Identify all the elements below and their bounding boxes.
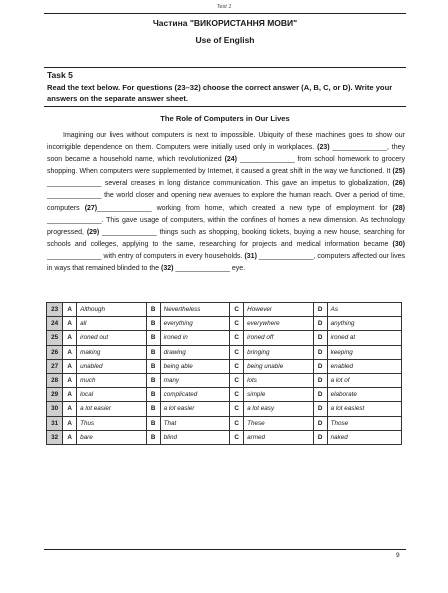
option-letter: A	[63, 331, 77, 345]
option-text: ironed out	[77, 331, 147, 345]
option-text: a lot easy	[244, 402, 314, 416]
option-text: As	[327, 303, 401, 317]
header-divider	[44, 13, 406, 14]
option-text: These	[244, 416, 314, 430]
option-text: being unable	[244, 359, 314, 373]
option-letter: D	[313, 331, 327, 345]
option-text: bare	[77, 430, 147, 444]
option-text: much	[77, 373, 147, 387]
option-text: However	[244, 303, 314, 317]
gap-blank: ______________	[47, 216, 102, 224]
option-text: enabled	[327, 359, 401, 373]
option-text: complicated	[160, 388, 230, 402]
option-text: ironed at	[327, 331, 401, 345]
option-text: simple	[244, 388, 314, 402]
gap-blank: ______________	[47, 252, 102, 260]
option-text: ironed in	[160, 331, 230, 345]
options-table	[46, 302, 402, 445]
option-row	[47, 373, 402, 387]
passage-sentence: things such as shopping, booking tickets, buying a new house, searching for schools and colleges, applying to the same, researching for projects and medical information became	[47, 228, 406, 248]
option-letter: A	[63, 373, 77, 387]
option-letter: C	[230, 416, 244, 430]
gap-blank: ______________	[239, 156, 295, 164]
option-letter: A	[63, 430, 77, 444]
option-letter: C	[230, 303, 244, 317]
option-row	[47, 388, 402, 402]
option-letter: B	[146, 416, 160, 430]
question-number: 25	[47, 331, 63, 345]
option-text: unabled	[77, 359, 147, 373]
option-text: being able	[160, 359, 230, 373]
option-text: a lot easiest	[327, 402, 401, 416]
option-text: everywhere	[244, 317, 314, 331]
gap-number: (30)	[392, 240, 405, 248]
option-text: Although	[77, 303, 147, 317]
page-number: 9	[396, 552, 400, 559]
option-text: ironed off	[244, 331, 314, 345]
passage-sentence: , computers affected our lives in ways that remained blinded to the	[47, 252, 405, 273]
option-letter: C	[230, 388, 244, 402]
option-row	[47, 331, 402, 345]
gap-blank: ______________	[102, 228, 157, 236]
option-text: anything	[327, 317, 401, 331]
passage-sentence: with entry of computers in every households.	[103, 252, 243, 260]
option-letter: A	[63, 303, 77, 317]
gap-number: (26)	[392, 180, 405, 188]
option-text: Nevertheless	[160, 303, 230, 317]
option-letter: A	[63, 317, 77, 331]
option-text: elaborate	[327, 388, 401, 402]
option-text: many	[160, 373, 230, 387]
task-instructions: Read the text below. For questions (23–32) choose the correct answer (A, B, C, or D). Write your answers on the separate answer sheet.	[47, 83, 393, 103]
options-table-wrap	[46, 302, 402, 445]
option-letter: B	[146, 331, 160, 345]
task-label: Task 5	[47, 70, 73, 80]
option-text: armed	[244, 430, 314, 444]
option-letter: B	[146, 388, 160, 402]
option-row	[47, 359, 402, 373]
option-letter: B	[146, 317, 160, 331]
gap-number: (23)	[317, 144, 330, 152]
option-row	[47, 402, 402, 416]
option-letter: D	[313, 416, 327, 430]
option-text: making	[77, 345, 147, 359]
option-letter: D	[313, 317, 327, 331]
option-row	[47, 345, 402, 359]
gap-blank: ______________	[175, 265, 230, 273]
option-text: everything	[160, 317, 230, 331]
question-number: 27	[47, 359, 63, 373]
option-row	[47, 416, 402, 430]
option-letter: C	[230, 345, 244, 359]
option-letter: A	[63, 345, 77, 359]
option-letter: D	[313, 388, 327, 402]
option-letter: C	[230, 373, 244, 387]
question-number: 23	[47, 303, 63, 317]
gap-blank: ______________	[332, 144, 387, 152]
gap-number: (32)	[161, 265, 174, 273]
option-letter: A	[63, 416, 77, 430]
option-letter: B	[146, 430, 160, 444]
option-letter: B	[146, 373, 160, 387]
option-text: keeping	[327, 345, 401, 359]
option-text: That	[160, 416, 230, 430]
option-letter: D	[313, 402, 327, 416]
passage	[47, 130, 405, 275]
option-letter: B	[146, 402, 160, 416]
passage-sentence: several creases in long distance communication. This gave an impetus to globalization,	[104, 180, 390, 188]
question-number: 24	[47, 317, 63, 331]
gap-blank: ______________	[47, 192, 102, 200]
option-letter: A	[63, 359, 77, 373]
header-test-label: Test 1	[216, 4, 232, 10]
question-number: 30	[47, 402, 63, 416]
option-text: blind	[160, 430, 230, 444]
option-letter: D	[313, 373, 327, 387]
option-letter: D	[313, 430, 327, 444]
passage-sentence: eye.	[231, 265, 246, 273]
option-text: bringing	[244, 345, 314, 359]
gap-blank: ______________	[97, 204, 152, 212]
option-letter: C	[230, 331, 244, 345]
passage-sentence: from school homework to grocery shopping. When computers were supplemented by Internet, it caused a great shift in the way we functioned. It	[47, 156, 406, 176]
option-text: a lot easier	[77, 402, 147, 416]
option-letter: D	[313, 303, 327, 317]
options-table-body	[47, 303, 402, 445]
gap-blank: ______________	[258, 252, 314, 260]
gap-number: (29)	[86, 228, 100, 236]
option-letter: B	[146, 345, 160, 359]
passage-sentence: . This gave usage of computers, within the confines of homes a new dimension. As technology progressed,	[47, 216, 405, 236]
option-letter: D	[313, 359, 327, 373]
passage-sentence: Imagining our lives without computers is next to impossible. Ubiquity of these machines goes to show our incorrigible dependence on them. Computers were initially used only in workplaces.	[47, 132, 405, 152]
text-title: The Role of Computers in Our Lives	[160, 114, 290, 123]
option-text: a lot easier	[160, 402, 230, 416]
option-text: a lot of	[327, 373, 401, 387]
footer-divider	[44, 549, 406, 550]
task-divider	[44, 67, 406, 68]
option-letter: C	[230, 402, 244, 416]
option-letter: A	[63, 388, 77, 402]
option-text: naked	[327, 430, 401, 444]
option-text: local	[77, 388, 147, 402]
gap-number: (31)	[244, 252, 257, 260]
option-letter: C	[230, 430, 244, 444]
option-row	[47, 303, 402, 317]
option-row	[47, 317, 402, 331]
question-number: 29	[47, 388, 63, 402]
part-title: Частина "ВИКОРИСТАННЯ МОВИ"	[152, 18, 298, 28]
gap-number: (27)	[84, 204, 98, 212]
option-letter: C	[230, 317, 244, 331]
question-number: 31	[47, 416, 63, 430]
option-text: Thus	[77, 416, 147, 430]
option-text: all	[77, 317, 147, 331]
gap-number: (25)	[392, 168, 405, 176]
option-text: Those	[327, 416, 401, 430]
option-letter: C	[230, 359, 244, 373]
option-letter: B	[146, 303, 160, 317]
question-number: 26	[47, 345, 63, 359]
option-row	[47, 430, 402, 444]
gap-number: (24)	[224, 156, 238, 164]
section-title: Use of English	[195, 35, 255, 45]
question-number: 28	[47, 373, 63, 387]
gap-number: (28)	[392, 204, 405, 212]
passage-sentence: the world closer and opening new avenues to explore the human reach. Over a period of time, computers	[47, 192, 405, 212]
gap-blank: ______________	[47, 180, 102, 188]
option-letter: B	[146, 359, 160, 373]
option-letter: D	[313, 345, 327, 359]
passage-sentence: , they soon became a household name, which revolutionized	[47, 144, 405, 164]
option-text: lots	[244, 373, 314, 387]
option-text: drawing	[160, 345, 230, 359]
question-number: 32	[47, 430, 63, 444]
instructions-divider	[44, 106, 406, 107]
option-letter: A	[63, 402, 77, 416]
passage-sentence: working from home, which created a new type of employment for	[156, 204, 388, 212]
